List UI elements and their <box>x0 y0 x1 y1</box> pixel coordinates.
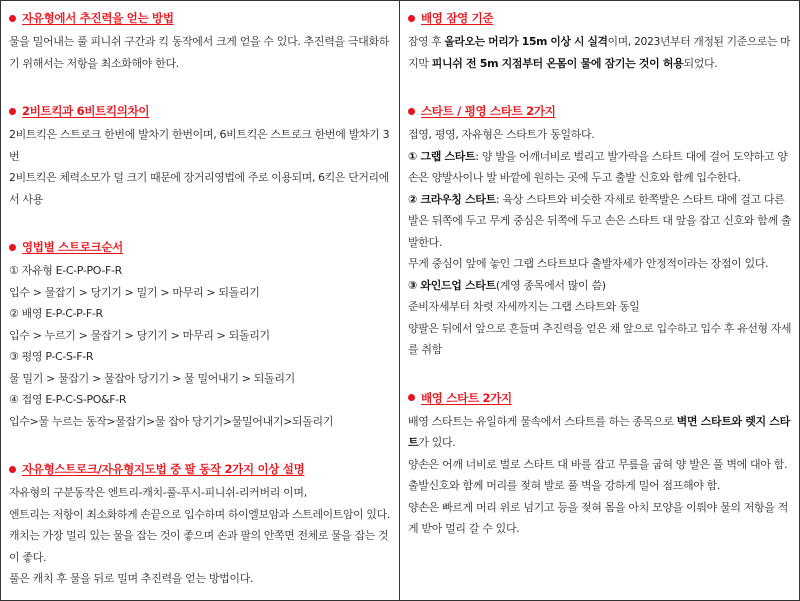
section-freestyle-arm <box>9 458 391 590</box>
text-line: 양손은 어깨 너비로 벌로 스타트 대 바를 잡고 무릎을 굽혀 양 발은 풀 벽에 대아 함. <box>408 457 788 471</box>
left-column <box>1 1 400 600</box>
heading-text: 배영 스타트 2가지 <box>421 390 512 405</box>
text-line: 출발신호와 함께 머리를 젖혀 발로 풀 벽을 강하게 밀어 점프해야 함. <box>408 479 721 492</box>
text-line: 캐치는 가장 멀리 있는 물을 잡는 것이 좋으며 손과 팔의 안쪽면 전체로 물을 잡는 것 <box>9 529 389 542</box>
section-backstroke-underwater <box>408 7 791 74</box>
text-line: ② 크라우칭 스타트: 육상 스타트와 비슷한 자세로 한쪽발은 스타트 대에 걸고 다른 <box>408 192 785 206</box>
heading-text: 영법별 스트로크순서 <box>22 240 123 254</box>
text-line: 무게 중심이 앞에 놓인 그랩 스타트보다 출발자세가 안정적이라는 장점이 있다. <box>408 257 769 270</box>
section-freestyle-propulsion <box>9 7 391 74</box>
text-line: 준비자세부터 차렷 자세까지는 그랩 스타트와 동일 <box>408 300 640 313</box>
text-line: 트가 있다. <box>408 436 456 449</box>
bullet-icon <box>9 15 16 22</box>
bullet-icon <box>9 244 16 251</box>
text-line: ① 자유형 E-C-P-PO-F-R <box>9 264 122 277</box>
heading-text: 스타트 / 평영 스타트 2가지 <box>421 104 556 118</box>
text-line: 자유형의 구분동작은 엔트리-캐치-풀-푸시-피니쉬-리커버리 이며, <box>9 486 307 499</box>
bullet-icon <box>9 108 16 115</box>
text-line: 입수 > 누르기 > 물잡기 > 당기기 > 마무리 > 되돌리기 <box>9 328 270 342</box>
text-line: 손은 양발사이나 발 바깥에 원하는 곳에 두고 출발 신호와 함께 입수한다. <box>408 171 741 184</box>
text-line: 이 좋다. <box>9 550 47 564</box>
text-line: 2비트킥은 체력소모가 덜 크기 때문에 장거리영법에 주로 이용되며, 6킥은 단거리에 <box>9 171 389 184</box>
text-line: ③ 평영 P-C-S-F-R <box>9 350 94 363</box>
bullet-icon <box>408 394 415 401</box>
section-starts <box>408 100 791 361</box>
text-line: 2비트킥은 스트로크 한번에 발차기 한번이며, 6비트킥은 스트로크 한번에 발차기 3 <box>9 128 390 141</box>
text-line: 발한다. <box>408 235 442 249</box>
text-line: 지막 피니쉬 전 5m 지점부터 온몸이 물에 잠기는 것이 허용되었다. <box>408 56 718 70</box>
text-line: 양팔은 뒤에서 앞으로 흔들며 추진력을 얻은 채 앞으로 입수하고 입수 후 유선형 자세 <box>408 321 792 335</box>
heading-text: 2비트킥과 6비트킥의차이 <box>22 104 150 118</box>
text-line: ② 배영 E-P-C-P-F-R <box>9 307 103 320</box>
section-backstroke-start <box>408 387 791 540</box>
text-line: 번 <box>9 149 20 163</box>
bullet-icon <box>9 466 16 473</box>
bullet-icon <box>408 108 415 115</box>
heading-text: 자유형스트로크/자유형지도법 중 팔 동작 2가지 이상 설명 <box>22 462 305 476</box>
bullet-icon <box>408 15 415 22</box>
section-heading <box>9 7 391 29</box>
text-line: 풀은 캐치 후 물을 뒤로 밀며 추진력을 얻는 방법이다. <box>9 572 254 585</box>
text-line: 입수>물 누르는 동작>물잡기>물 잡아 당기기>물밀어내기>되돌리기 <box>9 414 334 428</box>
text-line: 배영 스타트는 유일하게 물속에서 스타트를 하는 종목으로 벽면 스타트와 렛지 스타 <box>408 414 790 428</box>
section-stroke-order <box>9 236 391 432</box>
section-heading <box>408 7 791 29</box>
heading-text: 배영 잠영 기준 <box>421 11 494 25</box>
text-line: 게 받아 멀리 갈 수 있다. <box>408 522 520 535</box>
text-line: 입수 > 물잡기 > 당기기 > 밀기 > 마무리 > 되돌리기 <box>9 285 260 299</box>
section-heading <box>9 458 391 480</box>
section-beat-kick <box>9 100 391 210</box>
right-column <box>400 1 799 600</box>
text-line: 물 밀기 > 물잡기 > 물잡아 당기기 > 물 밀어내기 > 되돌리기 <box>9 371 295 385</box>
section-heading <box>408 387 791 409</box>
section-heading <box>9 236 391 258</box>
text-line: 발은 뒤쪽에 두고 무게 중심은 뒤쪽에 두고 손은 스타트 대 앞을 잡고 신호와 함께 출 <box>408 214 792 227</box>
text-line: ③ 와인드업 스타트(계영 종목에서 많이 씀) <box>408 278 606 292</box>
section-heading <box>408 100 791 122</box>
text-line: 양손은 빠르게 머리 위로 넘기고 등을 젖혀 몸을 아치 모양을 이뤄야 물의 저항을 적 <box>408 500 789 514</box>
text-line: 서 사용 <box>9 192 43 206</box>
text-line: ① 그랩 스타트: 양 발을 어깨너비로 벌리고 발가락을 스타트 대에 걸어 도약하고 양 <box>408 149 788 163</box>
section-heading <box>9 100 391 122</box>
text-line: 를 취함 <box>408 343 442 356</box>
text-line: 잠영 후 올라오는 머리가 15m 이상 시 실격이며, 2023년부터 개정된 기준으로는 마 <box>408 35 791 48</box>
text-line: 물을 밀어내는 풀 피니쉬 구간과 킥 동작에서 크게 얻을 수 있다. 추진력을 극대화하 <box>9 35 390 48</box>
text-line: ④ 접영 E-P-C-S-PO&F-R <box>9 393 127 406</box>
text-line: 엔트리는 저항이 최소화하게 손끝으로 입수하며 하이엘보암과 스트레이트암이 있다. <box>9 507 390 521</box>
heading-text: 자유형에서 추진력을 얻는 방법 <box>22 11 174 25</box>
text-line: 기 위해서는 저항을 최소화해야 한다. <box>9 56 179 70</box>
text-line: 접영, 평영, 자유형은 스타트가 동일하다. <box>408 128 595 141</box>
